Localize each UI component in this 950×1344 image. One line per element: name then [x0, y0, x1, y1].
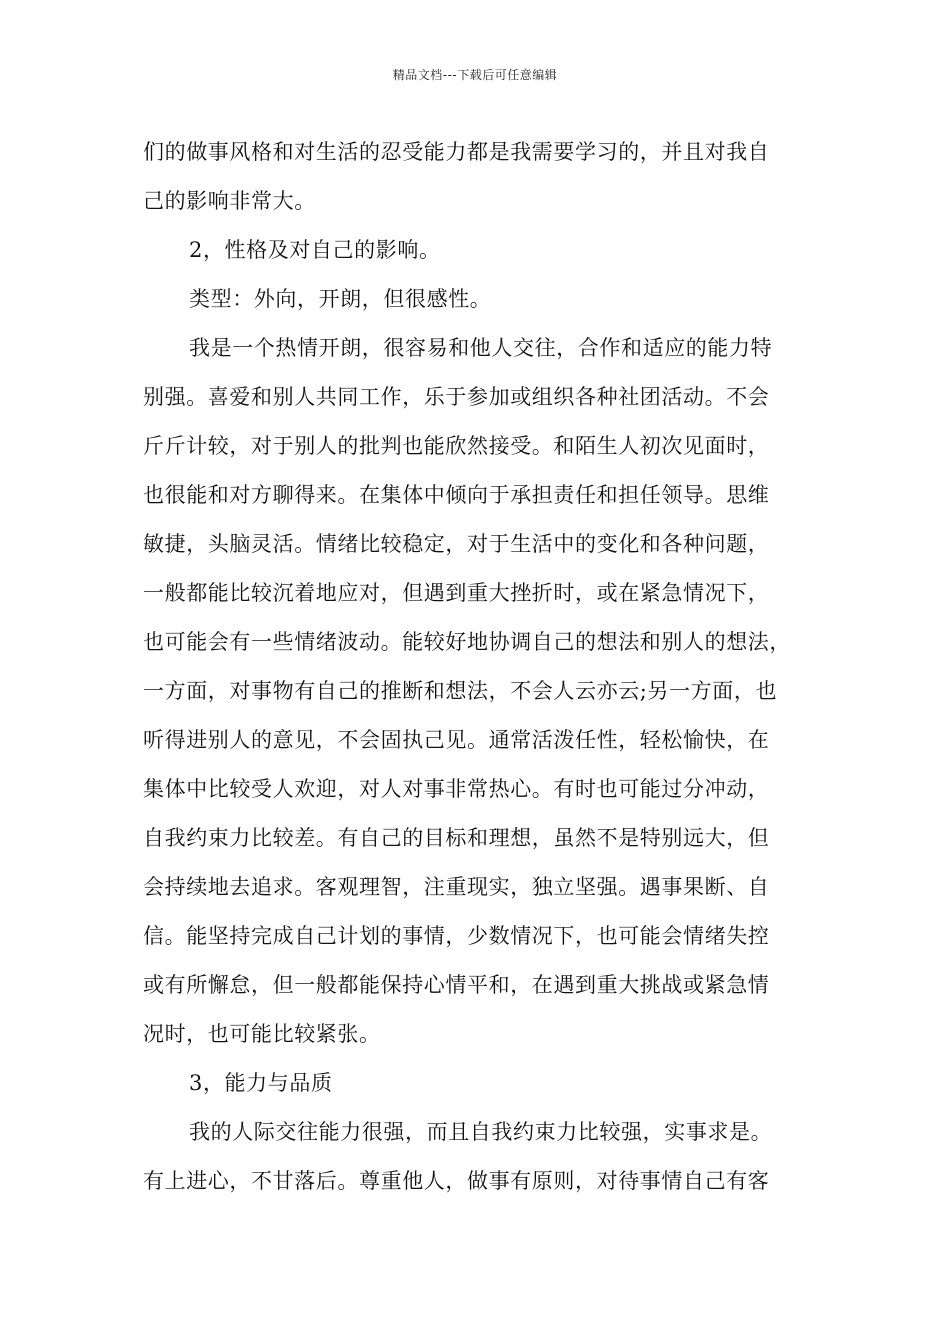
text-line: 别强。喜爱和别人共同工作，乐于参加或组织各种社团活动。不会 — [143, 385, 770, 409]
text-line: 己的影响非常大。 — [143, 189, 316, 213]
text-line: 们的做事风格和对生活的忍受能力都是我需要学习的，并且对我自 — [143, 140, 770, 164]
text-line: 一般都能比较沉着地应对，但遇到重大挫折时，或在紧急情况下， — [143, 581, 770, 605]
text-line: 一方面，对事物有自己的推断和想法，不会人云亦云;另一方面，也 — [143, 679, 778, 703]
text-line: 斤斤计较，对于别人的批判也能欣然接受。和陌生人初次见面时， — [143, 434, 770, 458]
text-line: 听得进别人的意见，不会固执己见。通常活泼任性，轻松愉快，在 — [143, 728, 770, 752]
text-line: 自我约束力比较差。有自己的目标和理想，虽然不是特别远大，但 — [143, 826, 770, 850]
text-line: 况时，也可能比较紧张。 — [143, 1022, 381, 1046]
text-line: 敏捷，头脑灵活。情绪比较稳定，对于生活中的变化和各种问题， — [143, 532, 770, 556]
section-heading-personality: 2，性格及对自己的影响。 — [189, 238, 441, 262]
personality-type: 类型：外向，开朗，但很感性。 — [189, 287, 492, 311]
document-body — [143, 128, 823, 1206]
text-line: 也很能和对方聊得来。在集体中倾向于承担责任和担任领导。思维 — [143, 483, 770, 507]
text-line: 我是一个热情开朗，很容易和他人交往，合作和适应的能力特 — [189, 336, 773, 360]
text-line: 我的人际交往能力很强，而且自我约束力比较强，实事求是。 — [189, 1120, 773, 1144]
page-header: 精品文档---下载后可任意编辑 — [392, 68, 558, 82]
text-line: 集体中比较受人欢迎，对人对事非常热心。有时也可能过分冲动， — [143, 777, 770, 801]
text-line: 有上进心，不甘落后。尊重他人，做事有原则，对待事情自己有客 — [143, 1169, 770, 1193]
text-line: 也可能会有一些情绪波动。能较好地协调自己的想法和别人的想法， — [143, 630, 791, 654]
text-line: 会持续地去追求。客观理智，注重现实，独立坚强。遇事果断、自 — [143, 875, 770, 899]
section-heading-ability: 3，能力与品质 — [189, 1071, 333, 1095]
text-line: 或有所懈怠，但一般都能保持心情平和，在遇到重大挑战或紧急情 — [143, 973, 770, 997]
text-line: 信。能坚持完成自己计划的事情，少数情况下，也可能会情绪失控 — [143, 924, 770, 948]
